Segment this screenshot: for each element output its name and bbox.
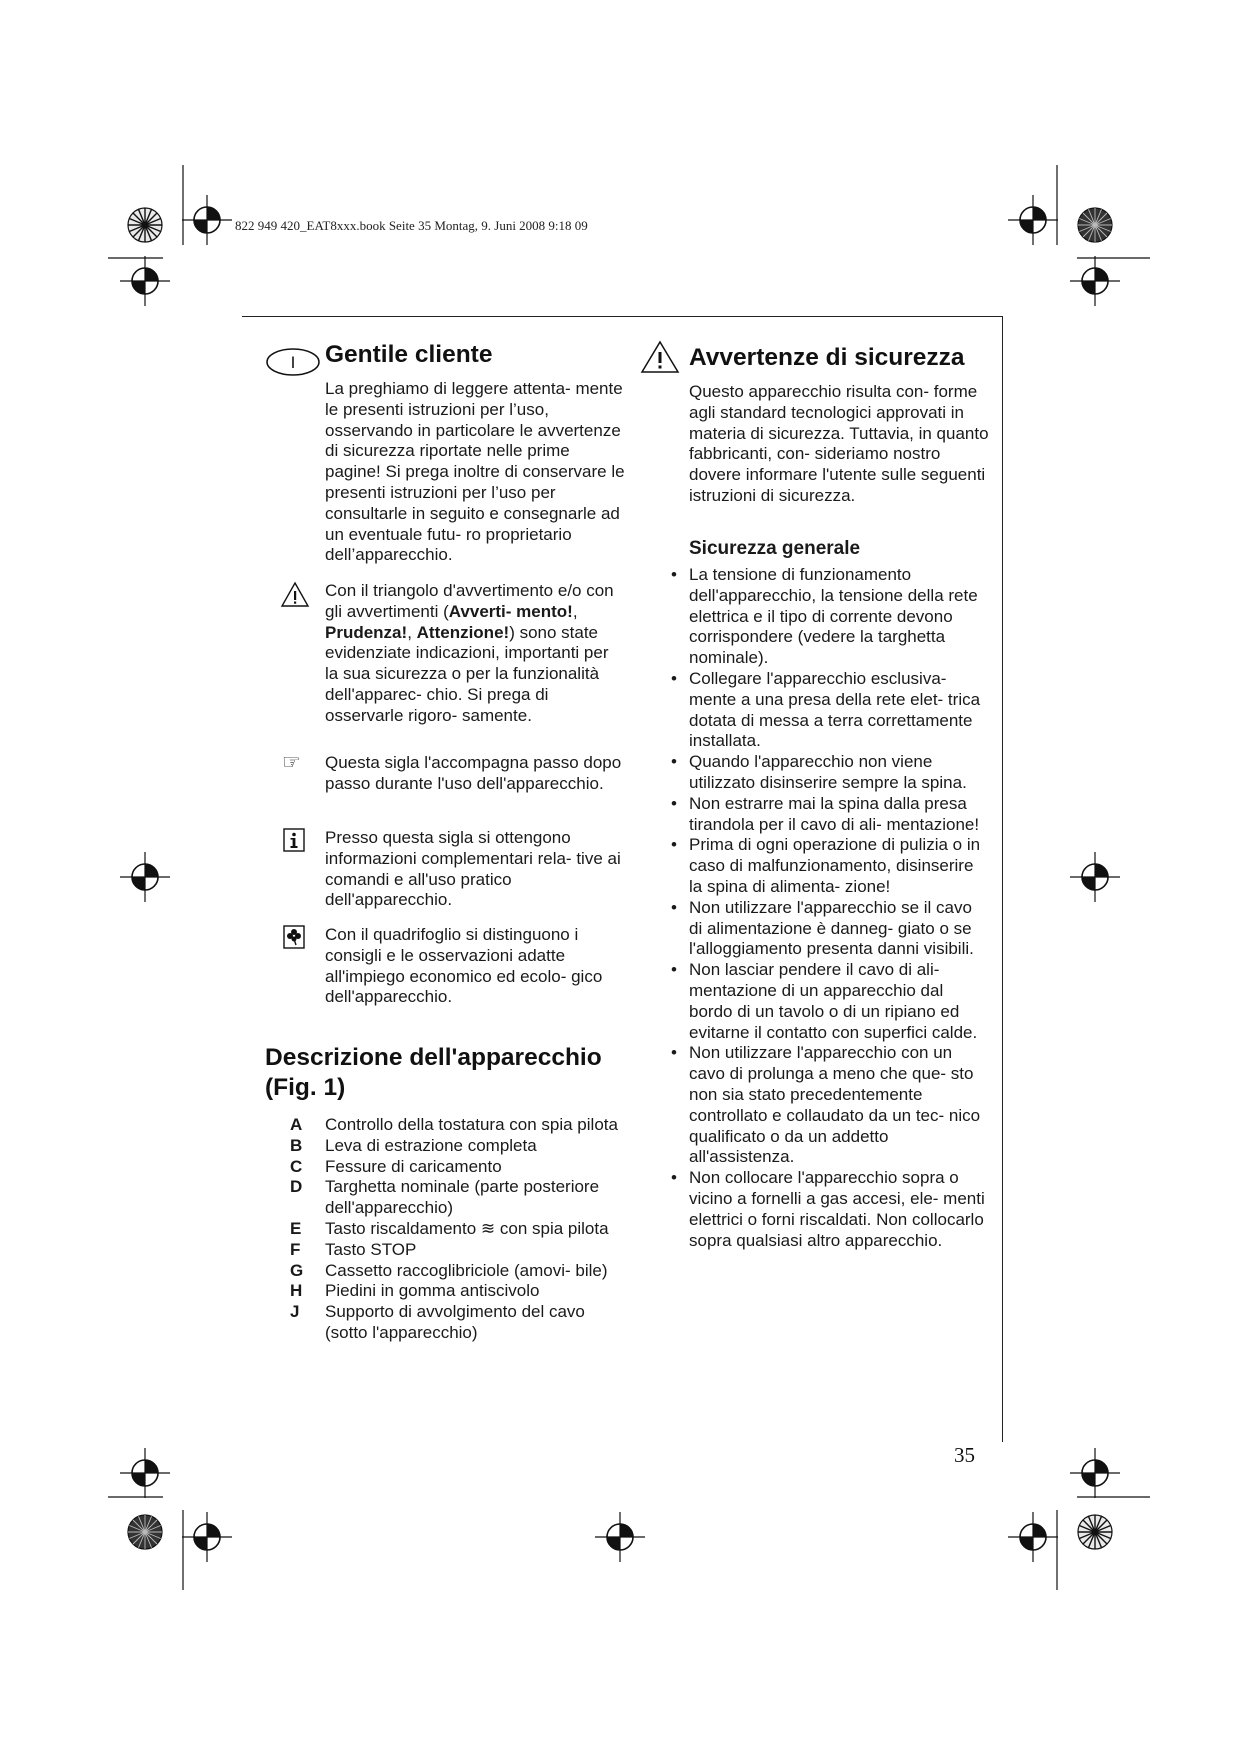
- page-number: 35: [954, 1443, 975, 1467]
- part-letter: J: [290, 1302, 300, 1322]
- part-letter: A: [290, 1115, 303, 1134]
- warning-word-attenzione: Attenzione!: [416, 622, 510, 642]
- parts-list-item: [290, 1302, 630, 1344]
- info-paragraph: Presso questa sigla si ottengono informazioni complementari rela- tive ai comandi e all'uso pratico dell'apparecchio.: [325, 828, 621, 910]
- part-text: Supporto di avvolgimento del cavo (sotto l'apparecchio): [325, 1302, 585, 1342]
- safety-bullet: • Prima di ogni operazione di pulizia o in caso di malfunzionamento, disinserire la spina di alimenta- zione!: [689, 835, 989, 897]
- warning-sep-2: ,: [407, 622, 417, 642]
- part-letter: D: [290, 1177, 303, 1197]
- part-text: Targhetta nominale (parte posteriore dell'apparecchio): [325, 1177, 600, 1218]
- part-letter: G: [290, 1260, 304, 1280]
- parts-list-item: [290, 1240, 630, 1261]
- hand-paragraph: Questa sigla l'accompagna passo dopo passo durante l'uso dell'apparecchio.: [325, 753, 622, 793]
- parts-list-item: [290, 1157, 630, 1178]
- part-text: Leva di estrazione completa: [325, 1135, 537, 1155]
- parts-list-item: [290, 1177, 630, 1219]
- part-text: Cassetto raccoglibriciole (amovi- bile): [325, 1260, 608, 1280]
- frame-right-rule: [1002, 316, 1003, 1442]
- parts-list: [290, 1115, 630, 1344]
- info-icon: [283, 828, 305, 852]
- clover-paragraph: Con il quadrifoglio si distinguono i consigli e le osservazioni adatte all'impiego economico ed ecolo- gico dell'apparecchio.: [325, 925, 603, 1007]
- safety-bullet-list: [689, 565, 989, 1251]
- warning-word-avvertimento: Avverti- mento!: [448, 601, 573, 621]
- safety-bullet: • Non collocare l'apparecchio sopra o vicino a fornelli a gas accesi, ele- menti elettrici o forni riscaldati. Non collocarlo sopra qualsiasi altro apparecchio.: [689, 1168, 989, 1251]
- parts-list-item: [290, 1136, 630, 1157]
- safety-bullet: • Non utilizzare l'apparecchio con un cavo di prolunga a meno che que- sto non sia stato precedentemente controllato e collaudato da un tec- nico qualificato o da un addetto all'assistenza.: [689, 1043, 989, 1168]
- print-header: 822 949 420_EAT8xxx.book Seite 35 Montag, 9. Juni 2008 9:18 09: [235, 218, 588, 233]
- part-letter: H: [290, 1281, 303, 1301]
- title-avvertenze: Avvertenze di sicurezza: [689, 344, 965, 371]
- parts-list-item: [290, 1261, 630, 1282]
- part-text: Controllo della tostatura con spia pilota: [325, 1115, 618, 1134]
- safety-bullet: • Non estrarre mai la spina dalla presa tirandola per il cavo di ali- mentazione!: [689, 794, 989, 836]
- part-letter: F: [290, 1239, 301, 1259]
- warning-triangle-title-icon: [640, 340, 680, 374]
- parts-list-item: [290, 1219, 630, 1240]
- safety-bullet: • Non lasciar pendere il cavo di ali- mentazione di un apparecchio dal bordo di un tavolo o di un ripiano ed evitarne il contatto con superfici calde.: [689, 960, 989, 1043]
- safety-bullet: • Quando l'apparecchio non viene utilizzato disinserire sempre la spina.: [689, 752, 989, 794]
- frame-top-rule: [242, 316, 1002, 317]
- intro-paragraph: La preghiamo di leggere attenta- mente le presenti istruzioni per l’uso, osservando in particolare le avvertenze di sicurezza riportate nelle prime pagine! Si prega inoltre di conservare le presenti istruzioni per l’uso per consultarle in seguito e consegnarle ad un eventuale futu- ro proprietario dell’apparecchio.: [325, 379, 625, 565]
- part-text: Tasto STOP: [325, 1239, 417, 1259]
- parts-list-item: [290, 1281, 630, 1302]
- safety-bullet: • La tensione di funzionamento dell'apparecchio, la tensione della rete elettrica e il tipo di corrente devono corrispondere (vedere la targhetta nominale).: [689, 565, 989, 669]
- language-letter: I: [290, 353, 296, 372]
- part-text: Tasto riscaldamento ≋ con spia pilota: [325, 1218, 609, 1238]
- safety-bullet: • Collegare l'apparecchio esclusiva- mente a una presa della rete elet- trica dotata di messa a terra correttamente installata.: [689, 669, 989, 752]
- safety-intro-paragraph: Questo apparecchio risulta con- forme agli standard tecnologici approvati in materia di sicurezza. Tuttavia, in quanto fabbricanti, con- sideriamo nostro dovere informare l'utente sulle seguenti istruzioni di sicurezza.: [689, 382, 989, 505]
- part-letter: B: [290, 1135, 303, 1155]
- warning-triangle-icon: [280, 581, 310, 608]
- warning-text-pre: Con il triangolo d'avvertimento e/o con gli avvertimenti (: [325, 581, 614, 621]
- pointing-hand-icon: ☞: [282, 751, 301, 774]
- title-descrizione: Descrizione dell'apparecchio (Fig. 1): [265, 1044, 602, 1101]
- safety-bullet: • Non utilizzare l'apparecchio se il cavo di alimentazione è danneg- giato o se l'alloggiamento presenta danni visibili.: [689, 898, 989, 960]
- part-letter: E: [290, 1218, 302, 1238]
- warning-text-post: ) sono state evidenziate indicazioni, importanti per la sua sicurezza o per la funzionalità dell'apparec- chio. Si prega di osservarle rigoro- samente.: [325, 622, 609, 725]
- part-letter: C: [290, 1156, 303, 1176]
- warning-word-prudenza: Prudenza!: [325, 622, 408, 642]
- subheading-sicurezza-generale: Sicurezza generale: [689, 538, 861, 559]
- language-i-icon: [265, 347, 321, 377]
- warning-sep-1: ,: [572, 601, 578, 621]
- clover-icon: [283, 925, 305, 949]
- warning-paragraph: [325, 581, 625, 727]
- part-text: Fessure di caricamento: [325, 1156, 502, 1176]
- parts-list-item: [290, 1115, 630, 1136]
- part-text: Piedini in gomma antiscivolo: [325, 1281, 540, 1301]
- title-gentile-cliente: Gentile cliente: [325, 341, 493, 368]
